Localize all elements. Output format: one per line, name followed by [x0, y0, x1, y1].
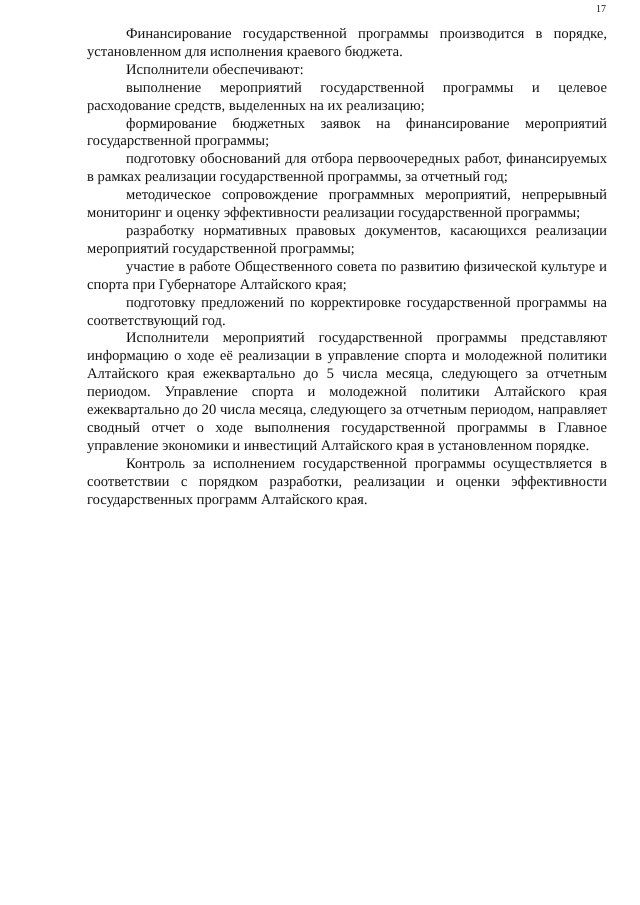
paragraph-methodical-support: методическое сопровождение программных мероприятий, непрерывный мониторинг и оценку эффективности реализации государственной программы;: [87, 187, 607, 222]
paragraph-control: Контроль за исполнением государственной программы осуществляется в соответствии с порядком разработки, реализации и оценки эффективности государственных программ Алтайского края.: [87, 455, 607, 508]
paragraph-implementation: выполнение мероприятий государственной программы и целевое расходование средств, выделенных на их реализацию;: [87, 79, 607, 114]
paragraph-regulatory-documents: разработку нормативных правовых документов, касающихся реализации мероприятий государственной программы;: [87, 222, 607, 257]
paragraph-budget-requests: формирование бюджетных заявок на финансирование мероприятий государственной программы;: [87, 115, 607, 150]
paragraph-financing: Финансирование государственной программы производится в порядке, установленном для исполнения краевого бюджета.: [87, 26, 607, 60]
paragraph-proposals: подготовку предложений по корректировке государственной программы на соответствующий год.: [87, 294, 607, 329]
document-body: [87, 26, 607, 509]
paragraph-public-council: участие в работе Общественного совета по развитию физической культуре и спорта при Губернаторе Алтайского края;: [87, 258, 607, 293]
paragraph-executors-intro: Исполнители обеспечивают:: [126, 61, 304, 78]
paragraph-reporting: Исполнители мероприятий государственной программы представляют информацию о ходе её реализации в управление спорта и молодежной политики Алтайского края ежеквартально до 5 числа месяца, следующего за отчетным периодом. Управление спорта и молодежной политики Алтайского края ежеквартально до 20 числа месяца, следующего за отчетным периодом, направляет сводный отчет о ходе выполнения государственной программы в Главное управление экономики и инвестиций Алтайского края в установленном порядке.: [87, 330, 607, 454]
page-number: 17: [596, 4, 606, 15]
paragraph-justifications: подготовку обоснований для отбора первоочередных работ, финансируемых в рамках реализации государственной программы, за отчетный год;: [87, 151, 607, 186]
